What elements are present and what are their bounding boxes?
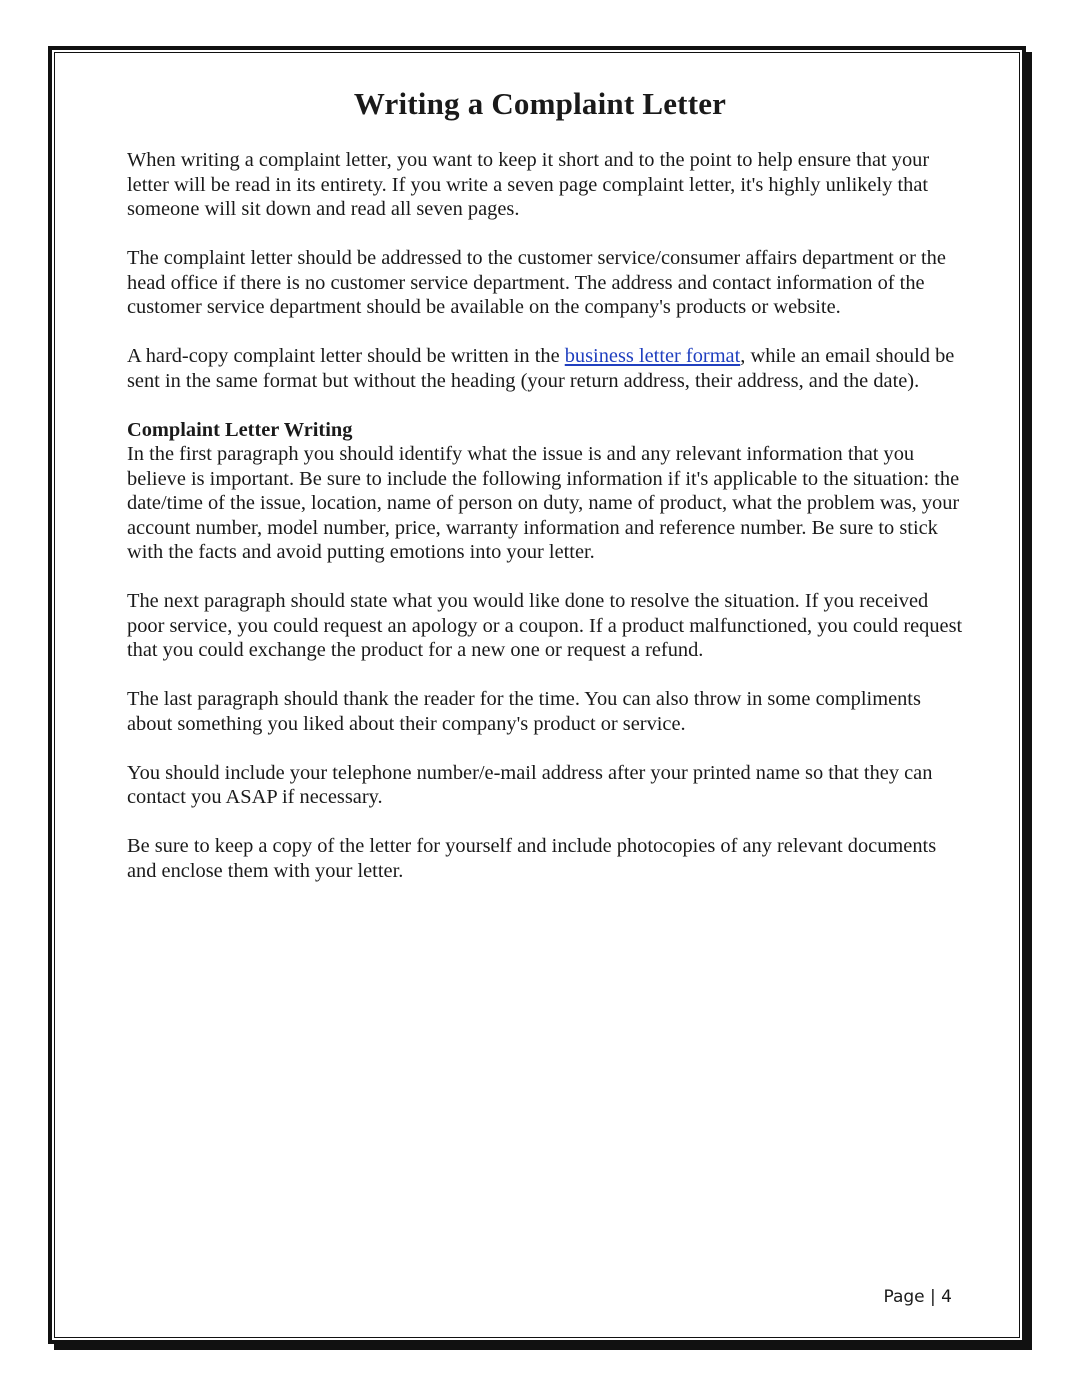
last-paragraph-guidance: The last paragraph should thank the reader for the time. You can also throw in some compliments about something you liked about their company's product or service. bbox=[127, 688, 921, 735]
document-body bbox=[127, 148, 967, 908]
business-letter-format-link[interactable]: business letter format bbox=[564, 345, 741, 367]
contact-info-paragraph: You should include your telephone number/e-mail address after your printed name so that they can contact you ASAP if necessary. bbox=[127, 761, 933, 808]
writing-section bbox=[127, 418, 967, 565]
format-text-before: A hard-copy complaint letter should be written in the bbox=[127, 345, 565, 367]
page-title: Writing a Complaint Letter bbox=[353, 86, 727, 121]
copy-paragraph: Be sure to keep a copy of the letter for yourself and include photocopies of any relevant documents and enclose them with your letter. bbox=[127, 835, 937, 882]
next-paragraph-guidance: The next paragraph should state what you would like done to resolve the situation. If you received poor service, you could request an apology or a coupon. If a product malfunctioned, you could request that you could exchange the product for a new one or request a refund. bbox=[127, 590, 963, 661]
format-text-after: , while an email should be sent in the same format but without the heading (your return address, their address, and the date). bbox=[127, 345, 955, 392]
format-paragraph bbox=[127, 344, 967, 393]
page-number: Page | 4 bbox=[883, 1287, 952, 1307]
first-paragraph-guidance: In the first paragraph you should identify what the issue is and any relevant information that you believe is important. Be sure to include the following information if it's applicable to the situation: the date/time of the issue, location, name of person on duty, name of product, what the problem was, your account number, model number, price, warranty information and reference number. Be sure to stick with the facts and avoid putting emotions into your letter. bbox=[127, 443, 960, 563]
addressing-paragraph: The complaint letter should be addressed to the customer service/consumer affairs department or the head office if there is no customer service department. The address and contact information of the customer service department should be available on the company's products or website. bbox=[127, 247, 946, 318]
section-heading: Complaint Letter Writing bbox=[127, 418, 353, 441]
intro-paragraph: When writing a complaint letter, you want to keep it short and to the point to help ensure that your letter will be read in its entirety. If you write a seven page complaint letter, it's highly unlikely that someone will sit down and read all seven pages. bbox=[127, 149, 930, 220]
